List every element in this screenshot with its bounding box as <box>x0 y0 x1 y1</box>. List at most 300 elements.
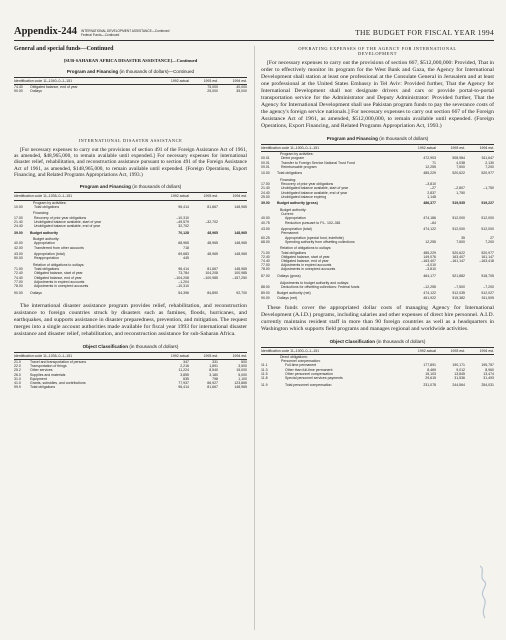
line-label: Current: <box>281 212 294 217</box>
column-header: 1993 est. <box>189 193 218 200</box>
line-amount <box>160 89 189 93</box>
line-amount: 520,622 <box>452 250 465 255</box>
line-amount: 148,965 <box>234 252 247 257</box>
table-row <box>14 231 247 235</box>
line-amount: 48,965 <box>207 230 218 235</box>
line-label: Relation of obligations to outlays: <box>33 262 85 267</box>
line-label: Special personnel services payments <box>285 376 343 381</box>
line-label: Budget authority (net) <box>277 291 311 296</box>
line-amount: –1,204 <box>178 279 189 284</box>
line-amount: 84,890 <box>207 290 218 295</box>
line-label: Total obligations <box>34 204 60 209</box>
line-label: Obligated balance, start of year <box>34 271 83 276</box>
line-label: Reimbursable program <box>281 164 317 169</box>
line-amount: 92,700 <box>236 290 247 295</box>
line-label: Direct program <box>281 156 305 161</box>
line-amount: 474,122 <box>423 291 436 296</box>
line-amount <box>218 224 247 228</box>
line-label: Budget authority (gross) <box>277 201 318 206</box>
object-classification-table-operating <box>261 347 494 387</box>
account-heading-sub-saharan: [SUB-SAHARAN AFRICA DISASTER ASSISTANCE]—Continued <box>63 58 198 63</box>
line-code: 77.00 <box>261 263 270 268</box>
line-code: 00.01 <box>261 160 270 165</box>
line-amount: 1,148 <box>427 194 436 199</box>
program-description: These funds cover the appropriated dollar costs of managing Agency for International Development (A.I.D.) programs, including salaries and other expenses of direct hire personnel. A.I.D. currently maintains resident staff in more than 90 foreign countries as well as a headquarters in Washington which supports field programs and manages regional and worldwide activities. <box>261 304 494 332</box>
line-amount: 81,667 <box>207 267 218 272</box>
line-amount: 54,396 <box>178 290 189 295</box>
line-amount: 66,927 <box>207 380 218 385</box>
column-divider <box>254 46 255 630</box>
page-header <box>14 10 494 41</box>
line-code: 26.0 <box>14 372 21 377</box>
line-amount: 464,177 <box>423 274 436 279</box>
line-label: Unobligated balance available, start of year <box>281 186 349 191</box>
line-code: 39.00 <box>14 230 23 235</box>
column-header: 1993 est. <box>436 145 465 152</box>
line-code: 11.3 <box>261 367 268 372</box>
line-amount: 518,705 <box>481 274 494 279</box>
column-header: 1994 est. <box>218 193 247 200</box>
line-amount: 347 <box>183 359 189 364</box>
line-amount: –49,579 <box>176 219 189 224</box>
line-label: Adjustments to budget authority and outlays: <box>280 280 350 285</box>
line-code: 40.75 <box>261 220 270 225</box>
column-header: 1994 est. <box>465 145 494 152</box>
line-amount: 11,224 <box>178 368 189 373</box>
table-title-main: Program and Financing <box>79 184 131 190</box>
line-amount: 512,000 <box>452 227 465 232</box>
line-amount: 7,200 <box>485 164 494 169</box>
line-code: 11.5 <box>261 371 268 376</box>
table-row <box>261 201 494 205</box>
table-row <box>261 195 494 199</box>
line-amount: 798 <box>212 376 218 381</box>
line-amount: 13,845 <box>454 371 465 376</box>
running-head-line-2: Federal Funds—Continued <box>81 33 120 37</box>
line-label: Appropriation (total) <box>281 227 312 232</box>
line-amount: 96,414 <box>178 204 189 209</box>
line-amount: 81,667 <box>207 385 218 390</box>
line-label: Recovery of prior year obligations <box>281 182 334 187</box>
table-row <box>261 221 494 225</box>
table-row <box>261 296 494 300</box>
line-amount: 163,407 <box>452 254 465 259</box>
line-label: Obligated balance, start of year <box>281 254 330 259</box>
line-label: Obligated balance, end of year <box>34 275 82 280</box>
line-label: Total obligations <box>281 250 307 255</box>
line-label: Adjustments in unexpired accounts <box>281 267 336 272</box>
line-amount: 31,536 <box>454 376 465 381</box>
table-row <box>14 89 247 93</box>
line-label: Budget authority: <box>280 208 307 212</box>
column-header: 1993 est. <box>189 352 218 359</box>
line-amount: 2,216 <box>180 364 189 369</box>
document-page <box>14 10 494 634</box>
appendix-page-number: Appendix-244 <box>14 26 78 37</box>
line-label: Appropriation <box>34 241 55 246</box>
line-code: 11.8 <box>261 376 268 381</box>
line-amount: 149,076 <box>423 254 436 259</box>
line-code: 10.00 <box>261 171 270 176</box>
line-label: Total obligations <box>277 171 303 176</box>
line-label: Adjustments in expired accounts <box>281 263 332 268</box>
line-amount: –4,010 <box>425 263 436 268</box>
line-amount: 3,855 <box>180 372 189 377</box>
line-label: Unobligated balance available, start of year <box>34 219 102 224</box>
table-row <box>14 291 247 295</box>
table-row <box>261 376 494 380</box>
line-amount: 520,622 <box>452 171 465 176</box>
line-amount: –10,310 <box>176 283 189 288</box>
line-code: 41.0 <box>14 380 21 385</box>
table-header-row <box>14 193 247 200</box>
line-amount: 48,965 <box>207 252 218 257</box>
line-amount: –10,310 <box>176 215 189 220</box>
line-amount: –100,985 <box>203 275 218 280</box>
line-amount: 29,615 <box>425 376 436 381</box>
line-code: 74.40 <box>14 85 23 90</box>
column-header: 1994 est. <box>218 78 247 85</box>
line-label: Deductions for offsetting collections: Federal funds <box>281 284 360 289</box>
line-code: 90.00 <box>14 89 23 94</box>
object-classification-table-disaster <box>14 352 247 390</box>
column-header: 1993 est. <box>436 347 465 354</box>
table-title <box>14 344 247 349</box>
line-amount: 2,130 <box>485 160 494 165</box>
table-title-main: Object Classification <box>82 343 129 349</box>
line-amount: 474,122 <box>423 227 436 232</box>
line-code: 77.00 <box>14 279 23 284</box>
line-label: Unobligated balance expiring <box>281 194 327 199</box>
table-row <box>14 224 247 228</box>
line-amount: 485,229 <box>423 250 436 255</box>
table-row <box>261 165 494 169</box>
line-label: Other than full-time permanent <box>285 367 333 372</box>
line-amount: 520,977 <box>481 250 494 255</box>
left-column <box>14 46 247 394</box>
line-code: 90.00 <box>14 290 23 295</box>
line-label: Adjustments in unexpired accounts <box>34 283 89 288</box>
line-amount: 77,937 <box>178 380 189 385</box>
identification-code: Identification code 11–1035–0–1–151 <box>14 352 160 359</box>
column-header: 1992 actual <box>407 347 436 354</box>
handwritten-margin-mark <box>476 562 490 624</box>
line-amount: 75,000 <box>207 85 218 90</box>
table-row <box>261 285 494 289</box>
line-label: Supplies and materials <box>30 372 66 377</box>
column-header: 1992 actual <box>160 352 189 359</box>
account-heading-line-1: OPERATING EXPENSES OF THE AGENCY FOR INTERNATIONAL <box>298 46 457 51</box>
line-code: 72.40 <box>261 254 270 259</box>
running-head-agency <box>81 29 169 37</box>
line-amount: –64 <box>430 220 436 225</box>
line-amount: 512,000 <box>481 216 494 221</box>
line-amount: 486,377 <box>423 201 436 206</box>
line-code: 17.00 <box>14 215 23 220</box>
column-header: 1992 actual <box>160 78 189 85</box>
line-code: 87.00 <box>261 274 270 279</box>
line-code: 43.00 <box>261 227 270 232</box>
line-code: 78.00 <box>14 283 23 288</box>
line-amount: 12,255 <box>425 164 436 169</box>
line-code: 11.9 <box>261 382 268 387</box>
line-label: Transfer to Foreign Service National Trust Fund <box>281 160 355 165</box>
table-title-units: (in thousands of dollars) <box>132 184 182 190</box>
line-label: Appropriation <box>285 216 306 221</box>
running-head-line-1: INTERNATIONAL DEVELOPMENT ASSISTANCE—Continued <box>81 29 170 33</box>
line-amount: 511,505 <box>481 295 494 300</box>
line-label: Obligated balance, end of year <box>281 259 329 264</box>
line-code: 24.40 <box>261 190 270 195</box>
line-code: 25.2 <box>14 368 21 373</box>
line-code: 60.25 <box>261 235 270 240</box>
line-label: Budget authority <box>30 230 58 235</box>
line-amount: 8,540 <box>209 368 218 373</box>
line-amount: –12,255 <box>423 284 436 289</box>
line-amount: 32,702 <box>178 223 189 228</box>
line-amount: 148,965 <box>234 204 247 209</box>
line-label: Adjustments in expired accounts <box>34 279 85 284</box>
identification-code: Identification code 11–1040–0–1–151 <box>14 78 160 85</box>
identification-code: Identification code 11–1035–0–1–151 <box>14 193 160 200</box>
line-amount: 512,000 <box>452 216 465 221</box>
line-amount: 519,227 <box>481 201 494 206</box>
line-amount: 515,382 <box>452 295 465 300</box>
line-amount: 7,200 <box>485 239 494 244</box>
line-amount: 73,784 <box>178 271 189 276</box>
line-label: Other personnel compensation <box>285 371 333 376</box>
line-amount <box>465 267 494 271</box>
table-title-units: (in thousands of dollars) <box>379 136 429 141</box>
line-amount: 81,667 <box>207 204 218 209</box>
line-amount <box>189 256 218 260</box>
line-amount: –27 <box>430 186 436 191</box>
line-amount: 451,922 <box>423 295 436 300</box>
line-code: 21.40 <box>261 186 270 191</box>
line-label: Total obligations <box>34 267 60 272</box>
line-amount: 519,535 <box>452 201 465 206</box>
line-code: 50.00 <box>14 256 23 261</box>
right-column <box>261 46 494 392</box>
line-amount: –104,208 <box>174 275 189 280</box>
line-amount: 508,984 <box>452 156 465 161</box>
table-title-main: Program and Financing <box>326 136 378 141</box>
line-code: 71.00 <box>261 250 270 255</box>
line-amount: –2,807 <box>454 186 465 191</box>
line-amount: 123,865 <box>234 380 247 385</box>
line-amount: 244,564 <box>452 382 465 387</box>
line-amount: –7,500 <box>454 284 465 289</box>
line-amount <box>218 246 247 250</box>
table-title-main: Object Classification <box>329 338 376 344</box>
line-label: Unobligated balance available, end of year <box>281 190 348 195</box>
line-amount: 148,965 <box>234 241 247 246</box>
line-code: 11.1 <box>261 363 268 368</box>
line-label: Reduction pursuant to P.L. 102–381 <box>285 220 341 225</box>
section-heading: General and special funds—Continued <box>14 46 114 52</box>
line-amount <box>189 246 218 250</box>
line-amount: 511,647 <box>481 156 494 161</box>
line-amount: 9,012 <box>456 367 465 372</box>
line-amount: 148,965 <box>234 267 247 272</box>
line-amount: 27 <box>490 235 494 240</box>
line-amount: 69,683 <box>178 252 189 257</box>
line-code: 74.40 <box>261 259 270 264</box>
line-label: Personnel compensation: <box>281 359 321 364</box>
line-amount: 3,500 <box>238 364 247 369</box>
line-amount: 1,750 <box>456 190 465 195</box>
account-heading-disaster: INTERNATIONAL DISASTER ASSISTANCE <box>78 137 183 143</box>
table-title-units: (in thousands of dollars)—Continued <box>119 69 195 74</box>
line-amount: 520,977 <box>481 171 494 176</box>
line-label: Program by activities: <box>280 152 314 157</box>
line-label: Unobligated balance available, end of year <box>34 223 101 228</box>
line-amount: 835 <box>183 376 189 381</box>
line-label: Grants, subsidies, and contributions <box>30 380 86 385</box>
table-row <box>14 246 247 250</box>
program-financing-table-disaster <box>14 192 247 294</box>
line-amount: 161,147 <box>481 254 494 259</box>
line-code: 90.00 <box>261 295 270 300</box>
table-row <box>14 256 247 260</box>
line-amount: 148,965 <box>234 230 247 235</box>
line-amount: 100,985 <box>234 271 247 276</box>
table-row <box>14 284 247 288</box>
line-code: 74.40 <box>14 275 23 280</box>
line-code: 72.40 <box>14 271 23 276</box>
line-amount: 48,965 <box>207 241 218 246</box>
line-label: Full-time permanent <box>285 363 317 368</box>
line-code: 10.00 <box>14 204 23 209</box>
line-amount: 472,903 <box>423 156 436 161</box>
account-heading-operating-expenses <box>261 46 494 56</box>
line-code: 42.00 <box>14 245 23 250</box>
table-row <box>261 274 494 278</box>
line-code: 17.00 <box>261 182 270 187</box>
program-financing-table-ssa <box>14 77 247 94</box>
line-amount <box>465 195 494 199</box>
line-amount: 521,882 <box>452 274 465 279</box>
line-code: 71.00 <box>14 267 23 272</box>
line-amount: –32,702 <box>205 219 218 224</box>
line-code: 39.00 <box>261 201 270 206</box>
line-label: Obligated balance, end of year <box>30 85 78 90</box>
line-label: Relation of obligations to outlays: <box>280 246 332 251</box>
line-amount: 8,469 <box>427 367 436 372</box>
line-amount: –3,810 <box>425 267 436 272</box>
table-header-row <box>14 352 247 359</box>
line-amount: 231,078 <box>423 382 436 387</box>
line-label: Outlays (gross) <box>277 274 301 279</box>
line-amount: 1,100 <box>238 376 247 381</box>
line-code: 00.01 <box>261 156 270 161</box>
line-amount: 500 <box>241 359 247 364</box>
line-amount: 474,186 <box>423 216 436 221</box>
line-label: Program by activities: <box>33 200 67 205</box>
line-code: 40.00 <box>14 241 23 246</box>
line-amount: 15,000 <box>236 368 247 373</box>
line-label: Spending authority from offsetting collections <box>285 239 355 244</box>
appropriation-language: [For necessary expenses to carry out the provisions of section 491 of the Foreign Assistance Act of 1961, as amended, $48,965,000, to remain available until expended.] For necessary expenses for international disaster relief, rehabilitation, and reconstruction assistance pursuant to section 491 of the Foreign Assistance Act of 1961, as amended, $148,965,000, to remain available until expended. (Foreign Operations, Export Financing, and Related Programs Appropriations Act, 1993.) <box>14 146 247 178</box>
column-header: 1992 actual <box>407 145 436 152</box>
line-label: Budget authority: <box>33 237 60 242</box>
budget-title: THE BUDGET FOR FISCAL YEAR 1994 <box>355 28 494 37</box>
line-amount: 35 <box>461 235 465 240</box>
line-amount: 96,414 <box>178 267 189 272</box>
line-amount <box>436 267 465 271</box>
line-code: 22.0 <box>14 364 21 369</box>
column-header: 1993 est. <box>189 78 218 85</box>
line-label: Appropriation (total) <box>34 252 65 257</box>
line-label: Transportation of things <box>30 364 67 369</box>
line-code: 68.00 <box>261 239 270 244</box>
line-label: Outlays <box>30 290 42 295</box>
line-amount: 7,500 <box>456 239 465 244</box>
line-amount: –161,147 <box>450 259 465 264</box>
program-financing-table-operating <box>261 144 494 300</box>
line-amount: 485,229 <box>423 171 436 176</box>
line-amount: 4,038 <box>456 160 465 165</box>
table-header-row <box>14 78 247 85</box>
line-label: Total obligations <box>30 385 56 390</box>
line-amount <box>218 256 247 260</box>
line-amount: 104,208 <box>205 271 218 276</box>
line-code: 24.40 <box>14 223 23 228</box>
line-amount: 331 <box>212 359 218 364</box>
line-code: 89.00 <box>261 291 270 296</box>
column-header: 1994 est. <box>218 352 247 359</box>
line-label: Other services <box>30 368 53 373</box>
line-amount: 177,891 <box>423 363 436 368</box>
line-amount: 31,493 <box>483 376 494 381</box>
line-label: Financing: <box>280 178 297 182</box>
table-title-units: (in thousands of dollars) <box>129 343 179 349</box>
line-amount: 3,180 <box>209 372 218 377</box>
table-title <box>14 184 247 189</box>
line-amount <box>189 224 218 228</box>
table-row <box>261 240 494 244</box>
line-code: 40.00 <box>261 216 270 221</box>
line-amount: 40,000 <box>236 85 247 90</box>
table-title <box>261 339 494 344</box>
line-label: Outlays <box>30 89 42 94</box>
line-label: Permanent: <box>281 231 300 236</box>
line-amount: 1,891 <box>209 364 218 369</box>
line-amount: 5,000 <box>238 372 247 377</box>
line-label: Total personnel compensation <box>285 382 332 387</box>
line-amount <box>436 221 465 225</box>
line-code: 31.0 <box>14 376 21 381</box>
table-row <box>261 383 494 387</box>
line-label: Outlays (net) <box>277 295 298 300</box>
appropriation-language: [For necessary expenses to carry out the provisions of section 667, $512,000,000: Provided, That in order to effectively monitor its program for the West Bank and Gaza, the Agency for International Development shall station at least one professional at the Consulate General in Jerusalem and at least one professional at the United States Embassy in Tel Aviv: Provided further, That the Agency for International Development shall not designate drivers and cars or provide portal-to-portal transportation service for the Administrator and Deputy Administrator: Provided further, That the Agency for International Development shall use Pakistan program funds to pay the severance costs of the agency's foreign service nationals.] For necessary expenses to carry out section 667 of the Foreign Assistance Act of 1961, as amended, $512,000,000, to remain available until expended. (Foreign Operations, Export Financing, and Related Programs Appropriation Act, 1993.) <box>261 60 494 129</box>
line-amount: –1,750 <box>483 186 494 191</box>
line-amount <box>465 221 494 225</box>
line-amount: –163,418 <box>479 259 494 264</box>
line-label: Direct obligations: <box>280 355 308 360</box>
line-amount: 148,965 <box>234 385 247 390</box>
line-code: 99.9 <box>14 385 21 390</box>
column-header: 1994 est. <box>465 347 494 354</box>
account-heading-line-2: DEVELOPMENT <box>357 51 398 56</box>
table-title-main: Program and Financing <box>66 69 119 74</box>
line-amount: 70,128 <box>178 230 189 235</box>
identification-code: Identification code 11–1000–0–1–151 <box>261 145 407 152</box>
table-title-units: (in thousands of dollars) <box>376 338 426 344</box>
line-code: 78.00 <box>261 267 270 272</box>
table-title <box>14 69 247 74</box>
table-row <box>14 385 247 389</box>
